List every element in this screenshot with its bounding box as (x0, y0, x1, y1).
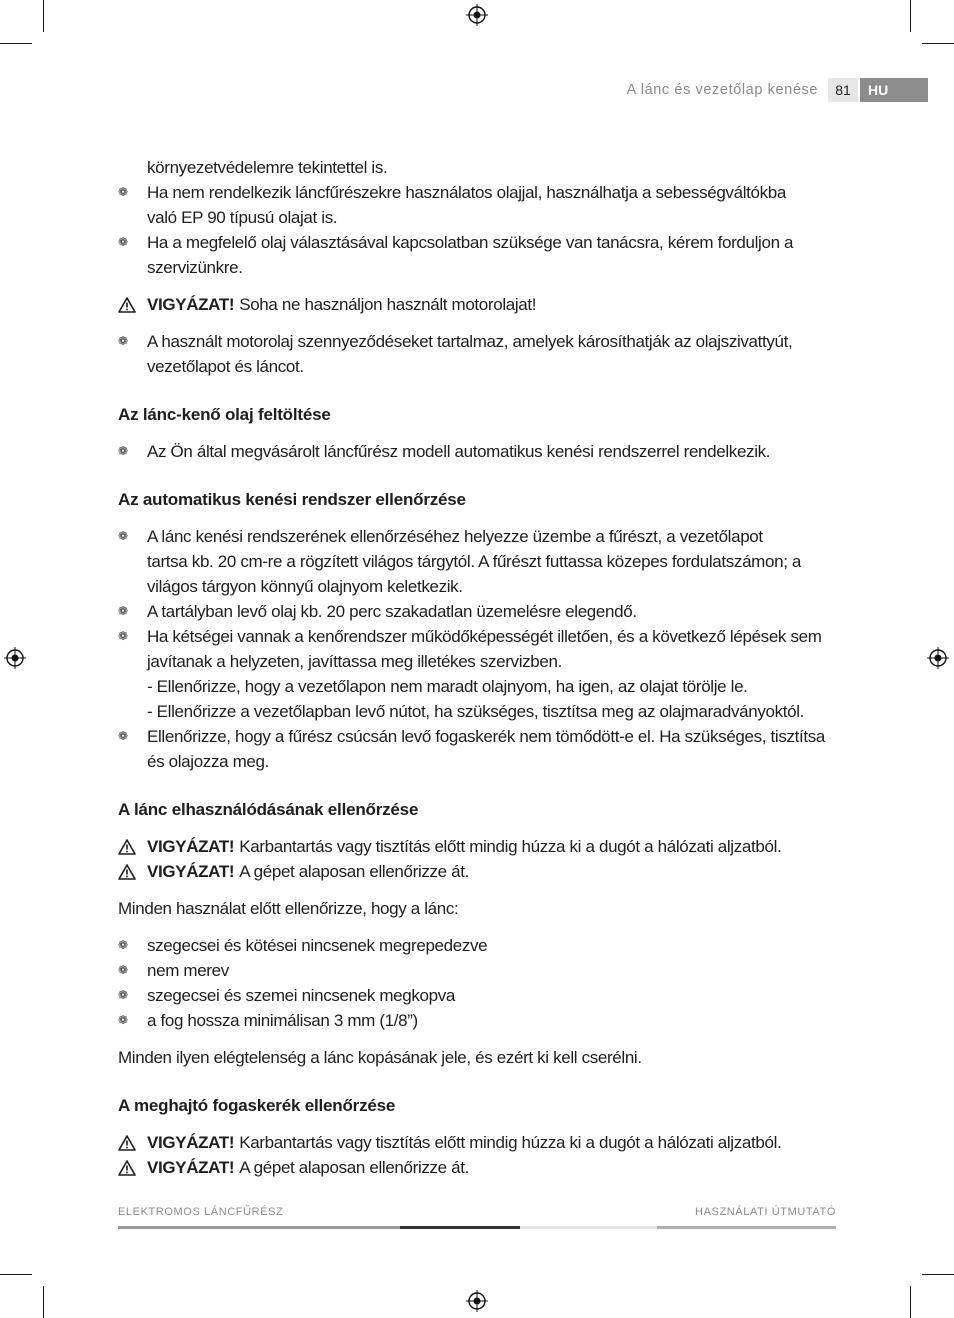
section-heading: A meghajtó fogaskerék ellenőrzése (118, 1096, 396, 1115)
text-line: - Ellenőrizze, hogy a vezetőlapon nem maradt olajnyom, ha igen, az olajat törölje le. (147, 677, 748, 696)
warning-label: VIGYÁZAT! (147, 1158, 235, 1177)
language-badge: HU (860, 78, 928, 102)
warning-label: VIGYÁZAT! (147, 862, 235, 881)
text-line: - Ellenőrizze a vezetőlapban levő nútot, ha szükséges, tisztítsa meg az olajmaradványoktól. (147, 702, 805, 721)
registration-mark-icon (4, 647, 26, 669)
gear-bullet-icon: ❁ (118, 963, 128, 977)
warning-line (118, 292, 838, 317)
gear-bullet-icon: ❁ (118, 988, 128, 1002)
warning-triangle-icon (118, 864, 136, 880)
page-header (627, 78, 928, 102)
list-item (118, 958, 838, 983)
text-line: szegecsei és kötései nincsenek megrepedezve (147, 936, 488, 955)
list-item (118, 1008, 838, 1033)
gear-bullet-icon: ❁ (118, 604, 128, 618)
gear-bullet-icon: ❁ (118, 729, 128, 743)
warning-triangle-icon (118, 1160, 136, 1176)
text-line: való EP 90 típusú olajat is. (147, 208, 338, 227)
text-line: nem merev (147, 961, 229, 980)
text-line: szervizünkre. (147, 258, 243, 277)
registration-mark-icon (927, 647, 949, 669)
list-item (118, 599, 838, 624)
gear-bullet-icon: ❁ (118, 185, 128, 199)
registration-mark-icon (466, 1290, 488, 1312)
warning-label: VIGYÁZAT! (147, 295, 235, 314)
text-line: és olajozza meg. (147, 752, 269, 771)
text-line: szegecsei és szemei nincsenek megkopva (147, 986, 455, 1005)
crop-mark (922, 1274, 954, 1275)
warning-triangle-icon (118, 1135, 136, 1151)
registration-mark-icon (466, 4, 488, 26)
gear-bullet-icon: ❁ (118, 1013, 128, 1027)
text-line: Minden ilyen elégtelenség a lánc kopásának jele, és ezért ki kell cserélni. (118, 1048, 642, 1067)
list-item (118, 230, 838, 280)
warning-triangle-icon (118, 839, 136, 855)
warning-line (118, 1130, 838, 1155)
text-line: A lánc kenési rendszerének ellenőrzéséhez helyezze üzembe a fűrészt, a vezetőlapot (147, 527, 763, 546)
gear-bullet-icon: ❁ (118, 444, 128, 458)
text-line: Ha a megfelelő olaj választásával kapcsolatban szüksége van tanácsra, kérem forduljon a (147, 233, 794, 252)
footer-divider (520, 1226, 657, 1229)
text-line: világos tárgyon könnyű olajnyom keletkezik. (147, 577, 463, 596)
text-line: A használt motorolaj szennyeződéseket tartalmaz, amelyek károsíthatják az olajszivattyút, (147, 332, 793, 351)
gear-bullet-icon: ❁ (118, 235, 128, 249)
warning-triangle-icon (118, 297, 136, 313)
text-line: javítanak a helyzeten, javíttassa meg illetékes szervizben. (147, 652, 562, 671)
text-line: vezetőlapot és láncot. (147, 357, 304, 376)
text-line: A tartályban levő olaj kb. 20 perc szakadatlan üzemelésre elegendő. (147, 602, 637, 621)
section-heading: Az automatikus kenési rendszer ellenőrzése (118, 490, 466, 509)
footer-divider (657, 1226, 836, 1229)
footer-right-text: HASZNÁLATI ÚTMUTATÓ (695, 1206, 836, 1218)
page-content (118, 155, 838, 1180)
warning-line (118, 1155, 838, 1180)
header-title: A lánc és vezetőlap kenése (626, 82, 818, 98)
warning-label: VIGYÁZAT! (147, 1133, 235, 1152)
footer-left-text: ELEKTROMOS LÁNCFŰRÉSZ (118, 1206, 284, 1218)
text-line: Ellenőrizze, hogy a fűrész csúcsán levő fogaskerék nem tömődött-e el. Ha szükséges, tisztítsa (147, 727, 826, 746)
section-heading: A lánc elhasználódásának ellenőrzése (118, 800, 419, 819)
section-heading: Az lánc-kenő olaj feltöltése (118, 405, 331, 424)
list-item (118, 439, 838, 464)
crop-mark (43, 0, 44, 32)
warning-line (118, 859, 838, 884)
crop-mark (910, 0, 911, 32)
text-line: tartsa kb. 20 cm-re a rögzített világos tárgytól. A fűrészt futtassa közepes fordulatszámon; a (147, 552, 802, 571)
text-line: Ha kétségei vannak a kenőrendszer működőképességét illetően, és a következő lépések sem (147, 627, 822, 646)
list-item (118, 624, 838, 724)
warning-text: Karbantartás vagy tisztítás előtt mindig húzza ki a dugót a hálózati aljzatból. (239, 837, 782, 856)
warning-label: VIGYÁZAT! (147, 837, 235, 856)
gear-bullet-icon: ❁ (118, 529, 128, 543)
gear-bullet-icon: ❁ (118, 629, 128, 643)
list-item (118, 524, 838, 599)
warning-text: Soha ne használjon használt motorolajat! (239, 295, 537, 314)
page-number: 81 (828, 78, 858, 102)
warning-text: A gépet alaposan ellenőrizze át. (239, 862, 470, 881)
warning-text: Karbantartás vagy tisztítás előtt mindig húzza ki a dugót a hálózati aljzatból. (239, 1133, 782, 1152)
footer-divider (118, 1226, 400, 1229)
crop-mark (0, 1274, 32, 1275)
list-item (118, 329, 838, 379)
warning-text: A gépet alaposan ellenőrizze át. (239, 1158, 470, 1177)
text-line: Ha nem rendelkezik láncfűrészekre használatos olajjal, használhatja a sebességváltókba (147, 183, 786, 202)
gear-bullet-icon: ❁ (118, 334, 128, 348)
gear-bullet-icon: ❁ (118, 938, 128, 952)
text-line: a fog hossza minimálisan 3 mm (1/8”) (147, 1011, 418, 1030)
crop-mark (0, 43, 32, 44)
crop-mark (910, 1286, 911, 1318)
text-line: környezetvédelemre tekintettel is. (147, 158, 388, 177)
footer-divider (400, 1226, 520, 1229)
crop-mark (43, 1286, 44, 1318)
list-item (118, 983, 838, 1008)
warning-line (118, 834, 838, 859)
text-line: Minden használat előtt ellenőrizze, hogy a lánc: (118, 899, 459, 918)
list-item (118, 180, 838, 230)
crop-mark (922, 43, 954, 44)
list-item (118, 724, 838, 774)
text-line: Az Ön által megvásárolt láncfűrész modell automatikus kenési rendszerrel rendelkezik. (147, 442, 771, 461)
list-item (118, 933, 838, 958)
